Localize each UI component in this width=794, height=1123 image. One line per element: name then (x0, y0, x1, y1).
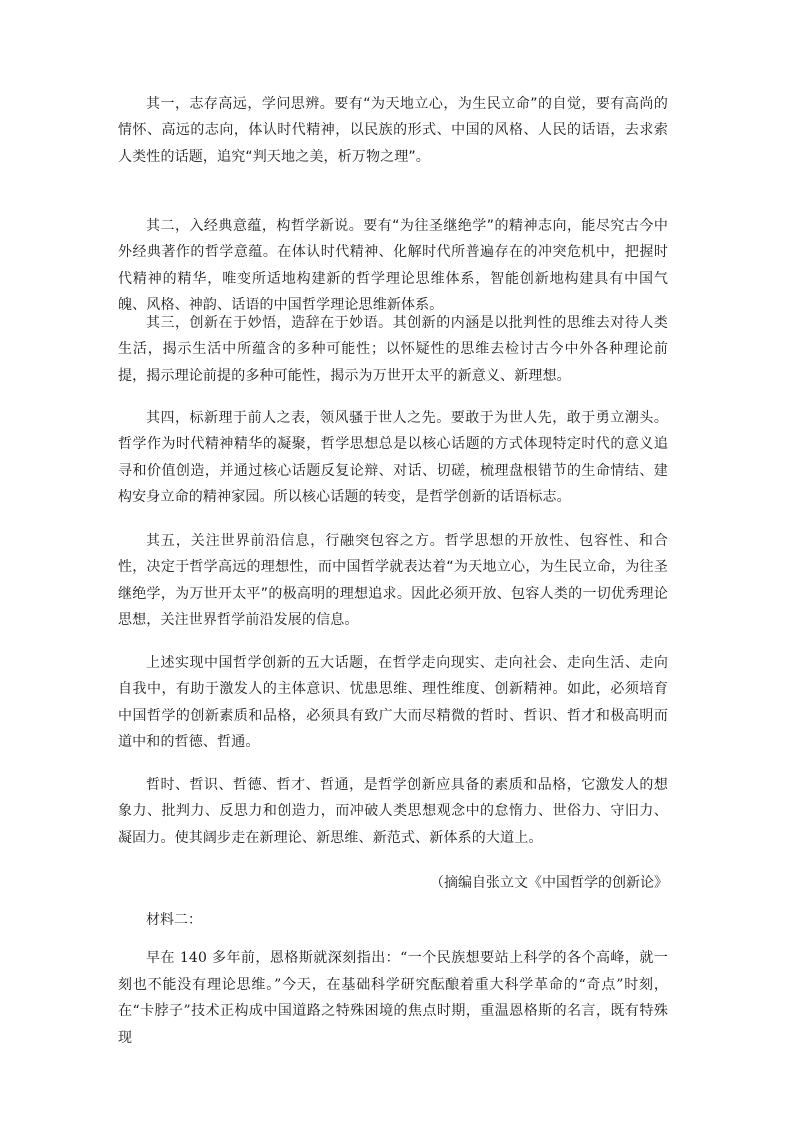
material-two-label: 材料二： (146, 912, 202, 928)
paragraph-3: 其三，创新在于妙悟，造辞在于妙语。其创新的内涵是以批判性的思维去对待人类生活，揭示生活中所蕴含的多种可能性；以怀疑性的思维去检讨古今中外各种理论前提，揭示理论前提的多种可能性，揭示为万世开太平的新意义、新理想。 (118, 315, 668, 384)
paragraph-2: 其二，入经典意蕴，构哲学新说。要有“为往圣继绝学”的精神志向，能尽究古今中外经典著作的哲学意蕴。在体认时代精神、化解时代所普遍存在的冲突危机中，把握时代精神的精华，唯变所适地构建新的哲学理论思维体系，智能创新地构建具有中国气魄、风格、神韵、话语的中国哲学理论思维新体系。 (118, 218, 668, 314)
paragraph-7: 哲时、哲识、哲德、哲才、哲通，是哲学创新应具备的素质和品格，它激发人的想象力、批判力、反思力和创造力，而冲破人类思想观念中的怠惰力、世俗力、守旧力、凝固力。使其阔步走在新理论、新思维、新范式、新体系的大道上。 (118, 777, 668, 846)
paragraph-1: 其一，志存高远，学问思辨。要有“为天地立心，为生民立命”的自觉，要有高尚的情怀、高远的志向，体认时代精神，以民族的形式、中国的风格、人民的话语，去求索人类性的话题，追究“判天地之美，析万物之理”。 (118, 96, 668, 165)
paragraph-6: 上述实现中国哲学创新的五大话题，在哲学走向现实、走向社会、走向生活、走向自我中，有助于激发人的主体意识、忧患思维、理性维度、创新精神。如此，必须培育中国哲学的创新素质和品格，必须具有致广大而尽精微的哲时、哲识、哲才和极高明而道中和的哲德、哲通。 (118, 655, 668, 751)
source-citation: （摘编自张立文《中国哲学的创新论》 (430, 875, 668, 891)
material-two-paragraph: 早在 140 多年前，恩格斯就深刻指出：“一个民族想要站上科学的各个高峰，就一刻也不能没有理论思维。”今天，在基础科学研究酝酿着重大科学革命的“奇点”时刻，在“卡脖子”技术正构成中国道路之特殊困境的焦点时期，重温恩格斯的名言，既有特殊现 (118, 950, 668, 1046)
paragraph-4: 其四，标新理于前人之表，领风骚于世人之先。要敢于为世人先，敢于勇立潮头。哲学作为时代精神精华的凝聚，哲学思想总是以核心话题的方式体现特定时代的意义追寻和价值创造，并通过核心话题反复论辩、对话、切磋，梳理盘根错节的生命情结、建构安身立命的精神家园。所以核心话题的转变，是哲学创新的话语标志。 (118, 410, 668, 506)
paragraph-5: 其五，关注世界前沿信息，行融突包容之方。哲学思想的开放性、包容性、和合性，决定于哲学高远的理想性，而中国哲学就表达着“为天地立心，为生民立命，为往圣继绝学，为万世开太平”的极高明的理想追求。因此必须开放、包容人类的一切优秀理论思想，关注世界哲学前沿发展的信息。 (118, 533, 668, 629)
